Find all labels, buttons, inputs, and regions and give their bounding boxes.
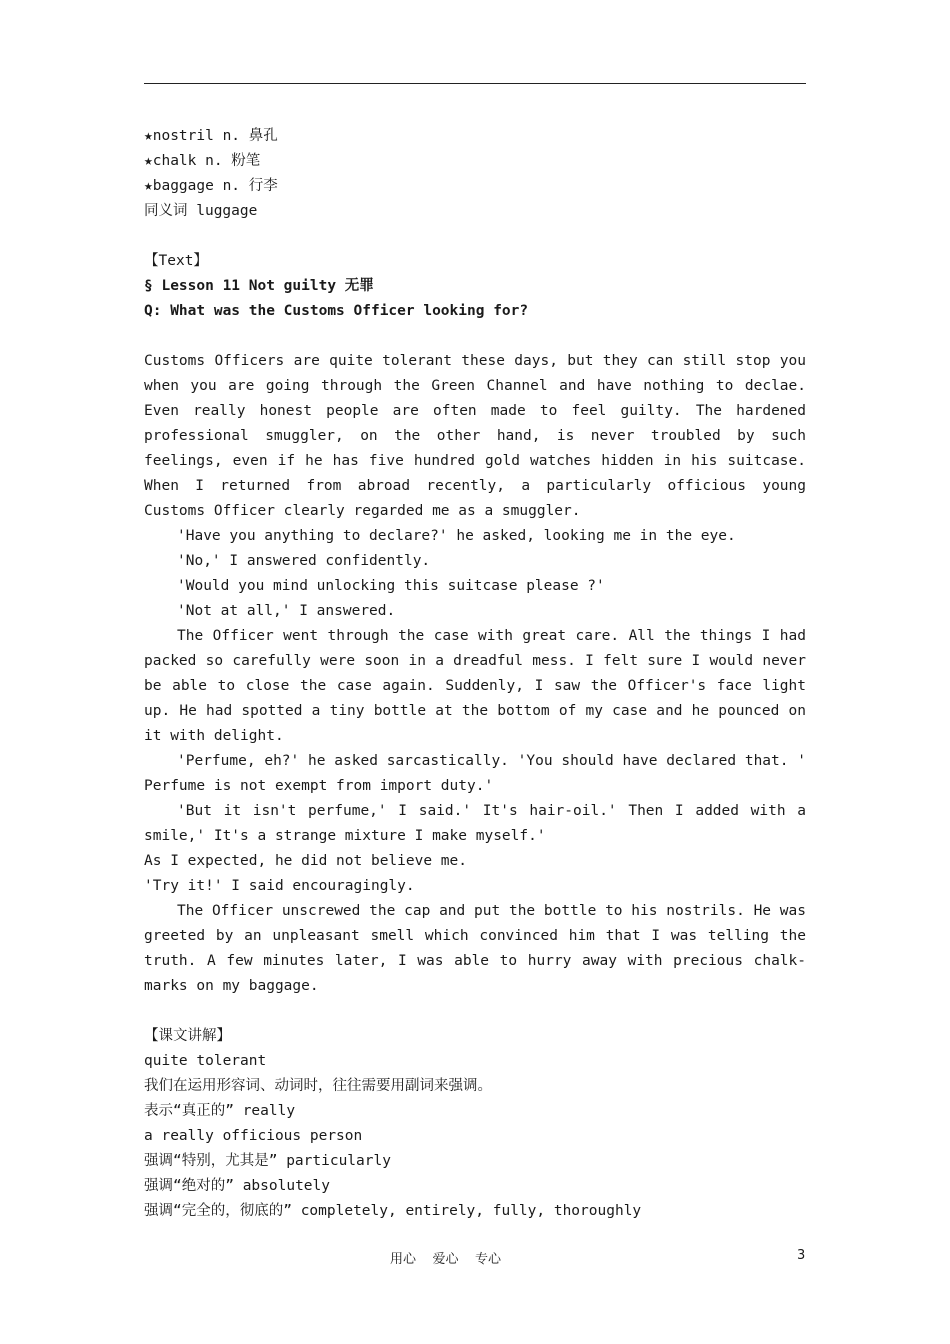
explain-line: 强调“绝对的” absolutely (144, 1178, 330, 1194)
spacer (144, 324, 806, 349)
dialogue-line: 'But it isn't perfume,' I said.' It's hair-oil.' Then I added with a smile,' It's a strange mixture I make myself.' (144, 803, 806, 844)
header-rule (144, 83, 806, 84)
explain-line: 强调“特别，尤其是” particularly (144, 1153, 391, 1169)
page-content (144, 124, 806, 1224)
dialogue-line: 'Not at all,' I answered. (177, 603, 396, 619)
vocab-list (144, 124, 806, 224)
paragraph: The Officer went through the case with great care. All the things I had packed so carefully were soon in a dreadful mess. I felt sure I would never be able to close the case again. Suddenly, I saw the Officer's face light up. He had spotted a tiny bottle at the bottom of my case and he pounced on it with delight. (144, 628, 806, 744)
text-section-heading: 【Text】 (144, 253, 208, 269)
spacer (144, 224, 806, 249)
vocab-item: 同义词 luggage (144, 203, 258, 219)
explain-section-heading: 【课文讲解】 (144, 1028, 231, 1044)
vocab-item: ★baggage n. 行李 (144, 178, 278, 194)
page-number: 3 (797, 1248, 806, 1263)
explain-line: quite tolerant (144, 1053, 267, 1069)
explain-line: 强调“完全的，彻底的” completely, entirely, fully, thoroughly (144, 1203, 642, 1219)
lesson-title: § Lesson 11 Not guilty 无罪 (144, 278, 374, 294)
vocab-item: ★nostril n. 鼻孔 (144, 128, 278, 144)
dialogue-line: 'Perfume, eh?' he asked sarcastically. 'You should have declared that. ' Perfume is not exempt from import duty.' (144, 753, 806, 794)
lesson-text (144, 349, 806, 999)
dialogue-line: 'Try it!' I said encouragingly. (144, 878, 415, 894)
footer-motto: 用心 爱心 专心 (390, 1252, 502, 1267)
dialogue-line: 'Would you mind unlocking this suitcase please ?' (177, 578, 605, 594)
explain-list (144, 1049, 806, 1224)
dialogue-line: 'Have you anything to declare?' he asked, looking me in the eye. (177, 528, 736, 544)
paragraph: The Officer unscrewed the cap and put the bottle to his nostrils. He was greeted by an unpleasant smell which convinced him that I was telling the truth. A few minutes later, I was able to hurry away with precious chalk-marks on my baggage. (144, 903, 806, 994)
dialogue-line: 'No,' I answered confidently. (177, 553, 431, 569)
explain-line: 我们在运用形容词、动词时，往往需要用副词来强调。 (144, 1078, 492, 1094)
spacer (144, 999, 806, 1024)
vocab-item: ★chalk n. 粉笔 (144, 153, 261, 169)
paragraph: As I expected, he did not believe me. (144, 853, 468, 869)
paragraph: Customs Officers are quite tolerant these days, but they can still stop you when you are going through the Green Channel and have nothing to declae. Even really honest people are often made to feel guilty. The hardened professional smuggler, on the other hand, is never troubled by such feelings, even if he has five hundred gold watches hidden in his suitcase. When I returned from abroad recently, a particularly officious young Customs Officer clearly regarded me as a smuggler. (144, 353, 806, 519)
explain-line: a really officious person (144, 1128, 363, 1144)
explain-line: 表示“真正的” really (144, 1103, 296, 1119)
lesson-question: Q: What was the Customs Officer looking for? (144, 303, 529, 319)
